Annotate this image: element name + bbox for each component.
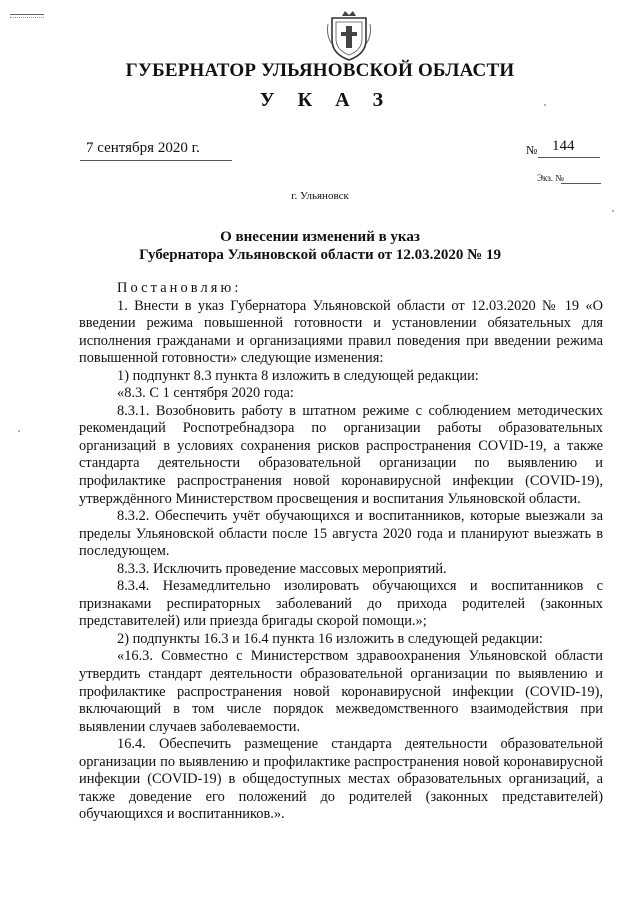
subject-line-2: Губернатора Ульяновской области от 12.03.2020 № 19: [139, 247, 501, 263]
issue-city: г. Ульяновск: [291, 190, 349, 202]
decree-date: 7 сентября 2020 г.: [86, 140, 200, 156]
document-type: У К А З: [259, 89, 393, 111]
scan-speck: [612, 210, 614, 212]
paragraph-1: 1. Внести в указ Губернатора Ульяновской области от 12.03.2020 № 19 «О введении режима повышенной готовности и установлении обязательных для исполнения гражданами и организациями правил поведения при введении режима повышенной готовности» следующие изменения:: [79, 297, 603, 367]
paragraph-8-3-1: 8.3.1. Возобновить работу в штатном режиме с соблюдением методических рекомендаций Роспотребнадзора по организации работы образовательных организаций в условиях сохранения рисков распространения COVID-19, а также стандарта деятельности образовательной организации по выявлению и профилактике распространения новой коронавирусной инфекции (COVID-19), утверждённого Министерством просвещения и воспитания Ульяновской области.: [79, 402, 603, 507]
decree-subject: [0, 228, 640, 264]
subject-line-1: О внесении изменений в указ: [220, 229, 420, 245]
copy-number-underline: [561, 183, 601, 184]
number-label: №: [526, 143, 538, 157]
scan-mark: [10, 14, 44, 15]
paragraph-1-sub-2: 2) подпункты 16.3 и 16.4 пункта 16 изложить в следующей редакции:: [117, 630, 543, 647]
scan-mark-dotted: [10, 17, 44, 18]
number-underline: [538, 157, 600, 158]
paragraph-1-sub-1: 1) подпункт 8.3 пункта 8 изложить в следующей редакции:: [117, 367, 479, 384]
date-underline: [80, 160, 232, 161]
copy-number-label: Экз. №: [537, 173, 564, 183]
paragraph-16-3: «16.3. Совместно с Министерством здравоохранения Ульяновской области утвердить стандарт деятельности образовательной организации по выявлению и профилактике распространения новой коронавирусной инфекции (COVID-19), включающий в том числе порядок межведомственного взаимодействия при выявлении случаев заболеваемости.: [79, 648, 603, 735]
resolve-heading: Постановляю:: [117, 280, 242, 296]
scan-speck: [18, 430, 20, 432]
paragraph-16-4: 16.4. Обеспечить размещение стандарта деятельности образовательной организации по выявлению и профилактике распространения новой коронавирусной инфекции (COVID-19) в общедоступных местах образовательных организаций, а также доведение его положений до родителей (законных представителей) обучающихся и воспитанников.».: [79, 736, 603, 823]
decree-body: [79, 280, 603, 824]
decree-number: 144: [552, 138, 575, 154]
paragraph-8-3-3: 8.3.3. Исключить проведение массовых мероприятий.: [117, 560, 447, 577]
paragraph-8-3-2: 8.3.2. Обеспечить учёт обучающихся и воспитанников, которые выезжали за пределы Ульяновской области после 15 августа 2020 года и планируют выезжать в последующем.: [79, 508, 603, 560]
paragraph-8-3: «8.3. С 1 сентября 2020 года:: [117, 385, 294, 402]
paragraph-8-3-4: 8.3.4. Незамедлительно изолировать обучающихся и воспитанников с признаками респираторных заболеваний до прихода родителей (законных представителей) или приезда бригады скорой помощи.»;: [79, 578, 603, 630]
coat-of-arms-icon: [326, 10, 372, 62]
issuer-title: ГУБЕРНАТОР УЛЬЯНОВСКОЙ ОБЛАСТИ: [125, 60, 515, 81]
scan-speck: [544, 104, 546, 106]
